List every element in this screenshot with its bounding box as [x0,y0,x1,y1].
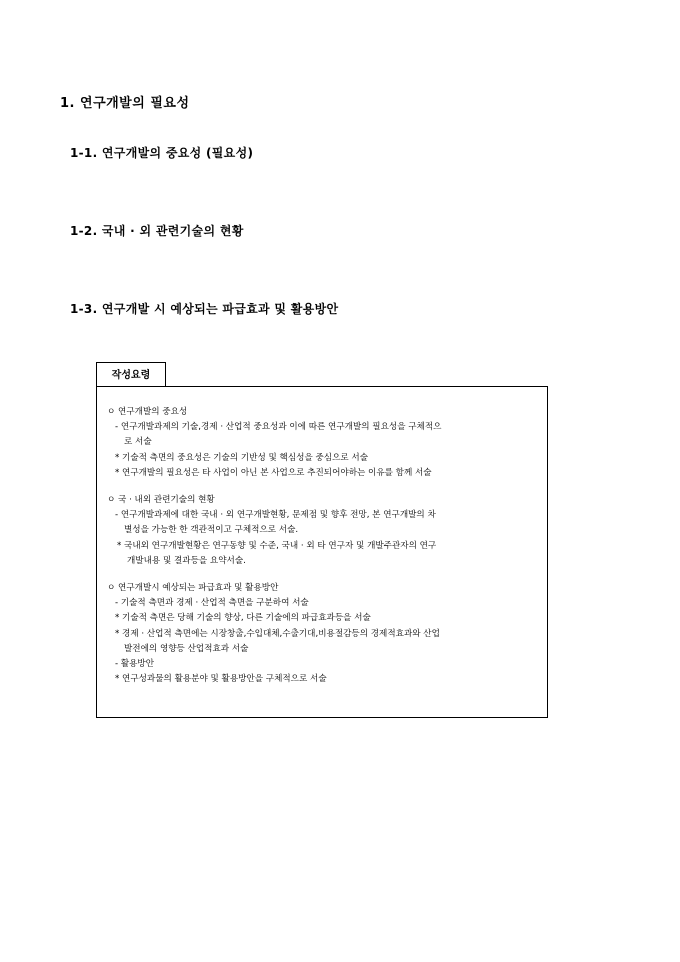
guide-section-effects [107,581,547,687]
section-heading: 1. 연구개발의 필요성 [60,96,190,111]
guide-section-importance [107,405,547,481]
subsection-heading-status: 1-2. 국내 · 외 관련기술의 현황 [70,224,244,238]
guide-section-title: ㅇ 국 · 내외 관련기술의 현황 [107,495,215,506]
guide-line: * 연구개발의 필요성은 타 사업이 아닌 본 사업으로 추진되어야하는 이유를 함께 서술 [115,467,432,478]
guide-section-title: ㅇ 연구개발의 중요성 [107,407,188,417]
guide-line: - 기술적 측면과 경제 · 산업적 측면을 구분하여 서술 [115,598,309,609]
subsection-heading-effects: 1-3. 연구개발 시 예상되는 파급효과 및 활용방안 [70,302,339,316]
guide-line: 로 서술 [124,437,152,448]
guide-line: * 기술적 측면의 중요성은 기술의 기반성 및 핵심성을 중심으로 서술 [115,452,369,463]
guide-line: * 경제 · 산업적 측면에는 시장창출,수입대체,수출기대,비용절감등의 경제적효과와 산업 [115,628,440,639]
guide-line: * 기술적 측면은 당해 기술의 향상, 다른 기술에의 파급효과등을 서술 [115,613,371,624]
guide-line: * 국내외 연구개발현황은 연구동향 및 수준, 국내 · 외 타 연구자 및 개발주관자의 연구 [117,540,437,551]
guide-line: * 연구성과물의 활용분야 및 활용방안을 구체적으로 서술 [115,674,327,685]
guide-line: 별성을 가능한 한 객관적이고 구체적으로 서술. [124,525,299,536]
guide-line: 개발내용 및 결과등을 요약서술. [127,555,246,566]
guide-section-status [107,493,547,569]
guide-line: - 활용방안 [115,659,155,670]
guide-line: - 연구개발과제에 대한 국내 · 외 연구개발현황, 문제점 및 향후 전망, 본 연구개발의 차 [115,510,436,521]
guide-line: 발전에의 영향등 산업적효과 서술 [124,643,249,654]
guide-tab-label: 작성요령 [96,362,166,387]
writing-guide-box [96,386,548,718]
subsection-heading-importance: 1-1. 연구개발의 중요성 (필요성) [70,146,254,160]
guide-line: - 연구개발과제의 기술,경제 · 산업적 중요성과 이에 따른 연구개발의 필요성을 구체적으 [115,422,442,433]
guide-section-title: ㅇ 연구개발시 예상되는 파급효과 및 활용방안 [107,583,279,594]
